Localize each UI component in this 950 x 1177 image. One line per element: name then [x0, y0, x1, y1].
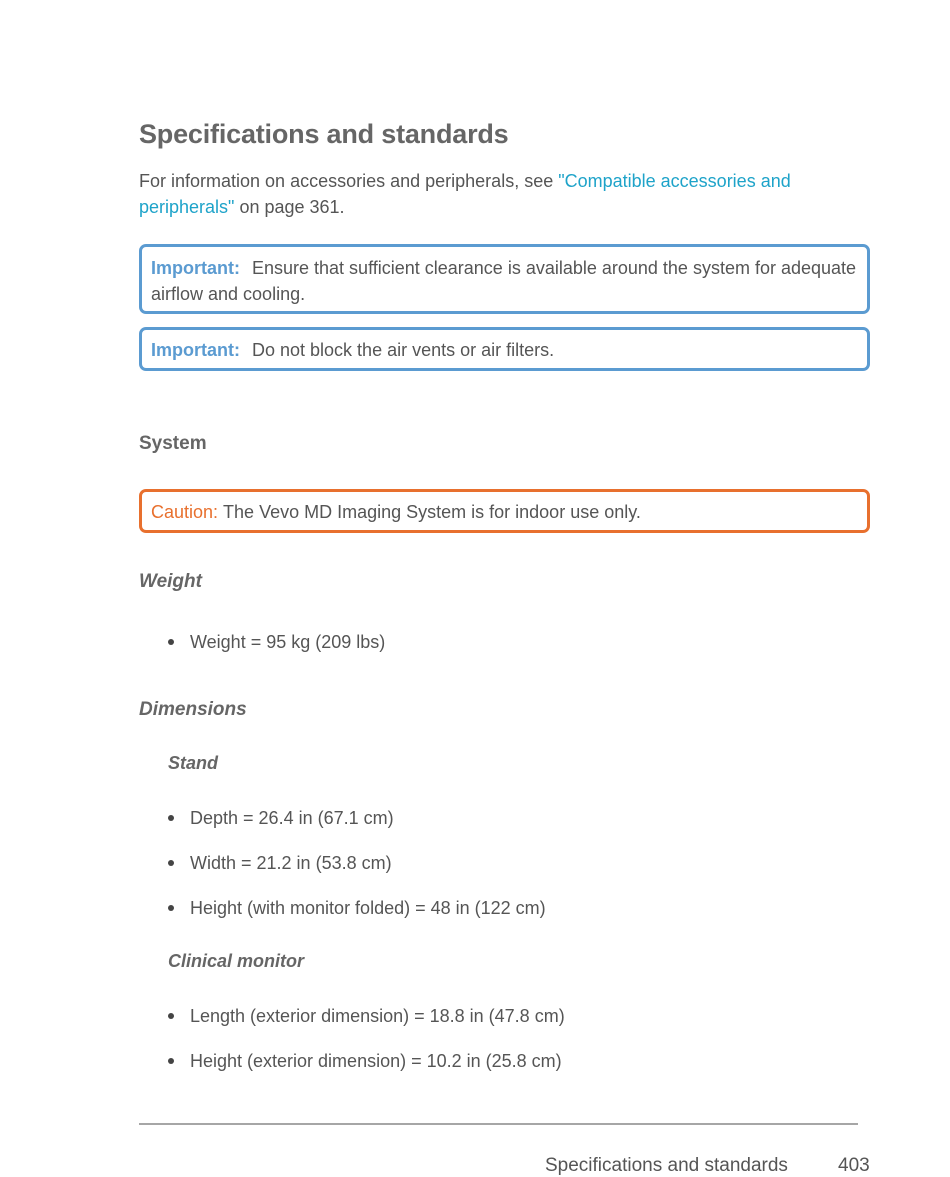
list-item: [168, 851, 392, 875]
list-item: [168, 806, 394, 830]
list-item-text: Weight = 95 kg (209 lbs): [190, 632, 386, 652]
page-title: Specifications and standards: [139, 119, 509, 149]
intro-text: For information on accessories and peripherals, see: [139, 171, 559, 191]
important-note-vents: [139, 327, 870, 371]
bullet-icon: [168, 815, 174, 821]
intro-page-ref: on page 361.: [234, 197, 345, 217]
caution-text: The Vevo MD Imaging System is for indoor use only.: [223, 502, 641, 522]
system-heading: System: [139, 433, 207, 454]
list-item-text: Depth = 26.4 in (67.1 cm): [190, 808, 394, 828]
list-item: [168, 896, 546, 920]
stand-heading: Stand: [168, 753, 219, 773]
list-item-text: Width = 21.2 in (53.8 cm): [190, 853, 392, 873]
footer-title: Specifications and standards: [545, 1155, 788, 1176]
list-item-text: Length (exterior dimension) = 18.8 in (47.8 cm): [190, 1006, 565, 1026]
bullet-icon: [168, 1013, 174, 1019]
list-item: [168, 630, 385, 654]
important-note-clearance: [139, 244, 870, 314]
footer-divider: [139, 1123, 858, 1125]
important-text: Ensure that sufficient clearance is available around the system for adequate airflow and cooling.: [151, 258, 857, 304]
list-item: [168, 1004, 565, 1028]
list-item-text: Height (exterior dimension) = 10.2 in (25.8 cm): [190, 1051, 562, 1071]
clinical-monitor-heading: Clinical monitor: [168, 951, 305, 971]
important-label: Important:: [151, 340, 240, 360]
important-text: Do not block the air vents or air filters.: [252, 340, 555, 360]
footer-page-number: 403: [838, 1155, 870, 1176]
bullet-icon: [168, 905, 174, 911]
dimensions-heading: Dimensions: [139, 699, 247, 720]
list-item-text: Height (with monitor folded) = 48 in (122 cm): [190, 898, 546, 918]
important-label: Important:: [151, 258, 240, 278]
list-item: [168, 1049, 562, 1073]
bullet-icon: [168, 639, 174, 645]
caution-note: [139, 489, 870, 533]
intro-paragraph: [139, 168, 869, 220]
bullet-icon: [168, 1058, 174, 1064]
weight-heading: Weight: [139, 571, 202, 592]
bullet-icon: [168, 860, 174, 866]
compatible-accessories-link[interactable]: "Compatible accessories and peripherals": [139, 171, 791, 217]
caution-label: Caution:: [151, 502, 219, 522]
